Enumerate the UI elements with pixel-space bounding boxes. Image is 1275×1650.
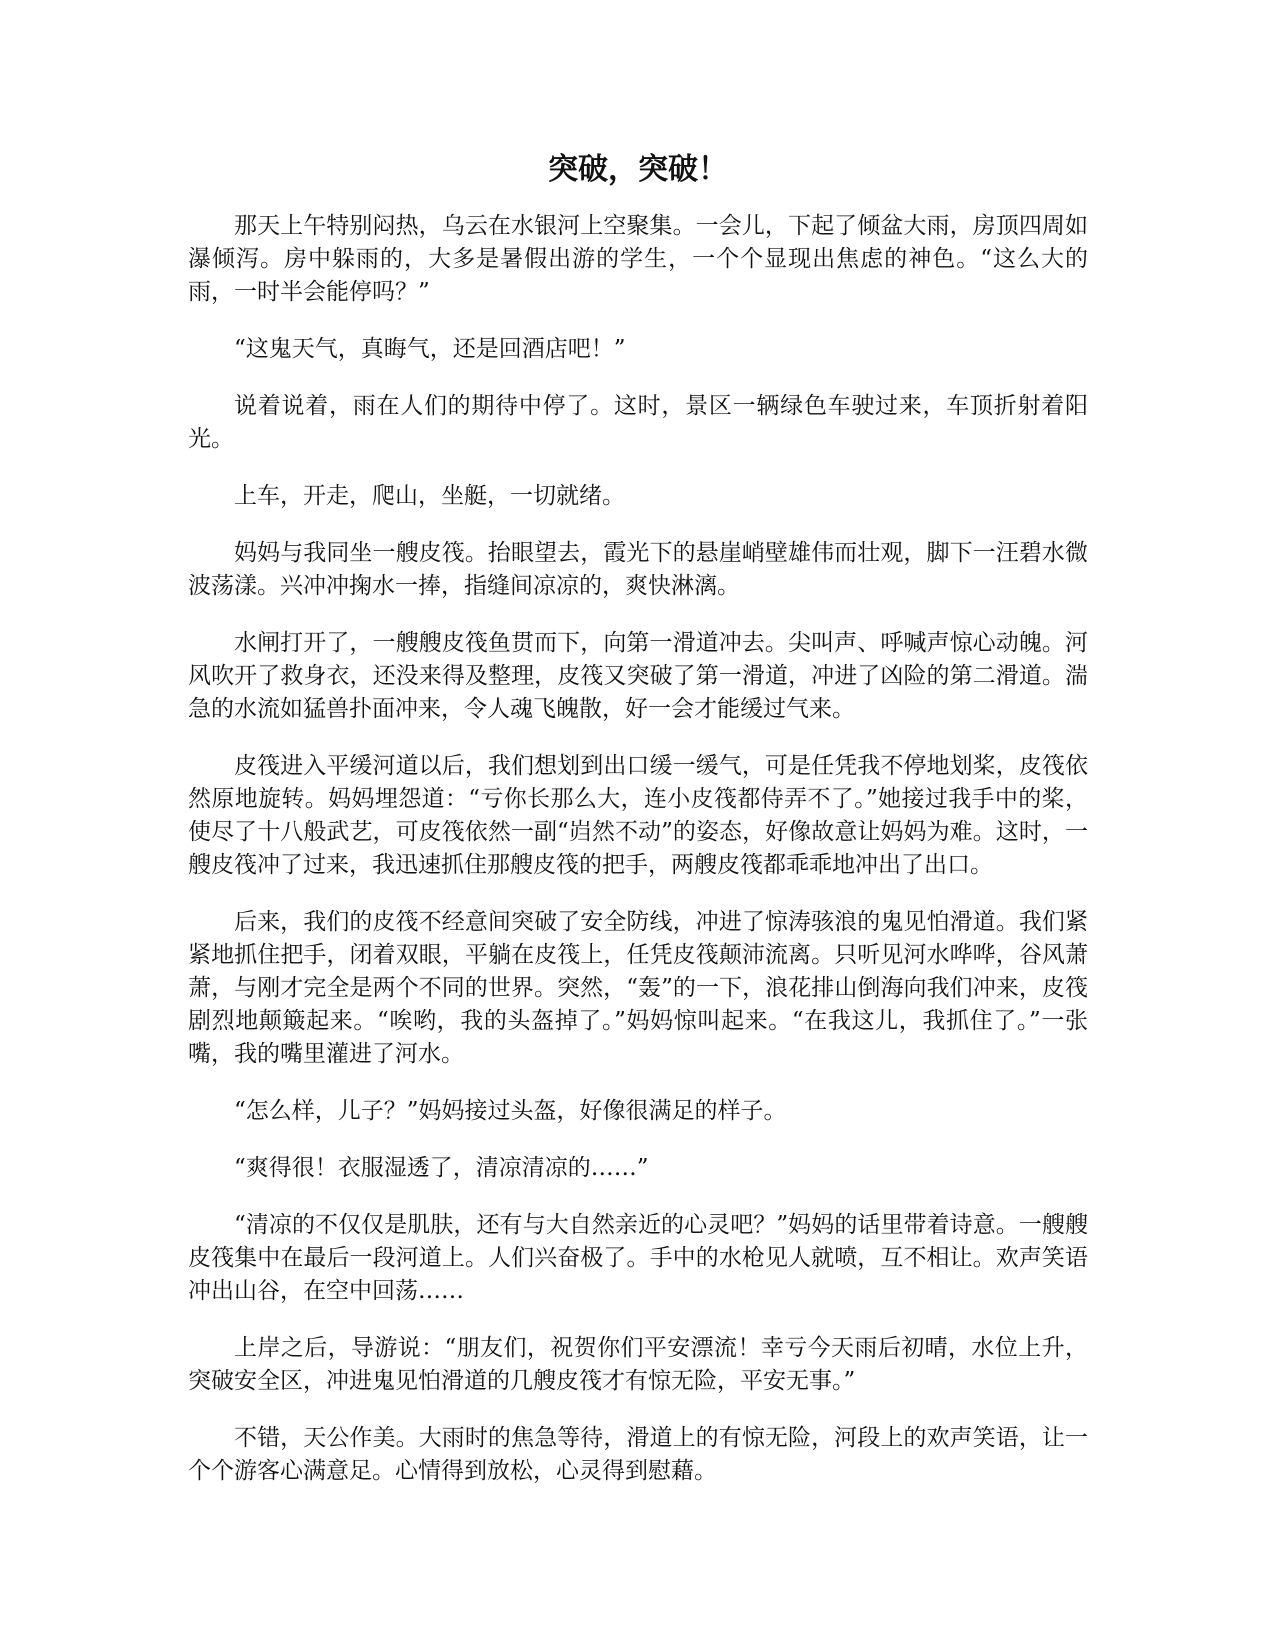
paragraph: 上岸之后，导游说：“朋友们，祝贺你们平安漂流！幸亏今天雨后初晴，水位上升，突破安全区，冲进鬼见怕滑道的几艘皮筏才有惊无险，平安无事。” bbox=[188, 1335, 1088, 1394]
paragraph: 后来，我们的皮筏不经意间突破了安全防线，冲进了惊涛骇浪的鬼见怕滑道。我们紧紧地抓住把手，闭着双眼，平躺在皮筏上，任凭皮筏颠沛流离。只听见河水哗哗，谷风萧萧，与刚才完全是两个不同的世界。突然，“轰”的一下，浪花排山倒海向我们冲来，皮筏剧烈地颠簸起来。“唉哟，我的头盔掉了。”妈妈惊叫起来。“在我这儿，我抓住了。”一张嘴，我的嘴里灌进了河水。 bbox=[188, 909, 1088, 1067]
paragraph: 说着说着，雨在人们的期待中停了。这时，景区一辆绿色车驶过来，车顶折射着阳光。 bbox=[188, 393, 1088, 452]
paragraph: “爽得很！衣服湿透了，清凉清凉的……” bbox=[234, 1155, 649, 1181]
paragraph: “怎么样，儿子？”妈妈接过头盔，好像很满足的样子。 bbox=[234, 1098, 787, 1124]
paragraph: 上车，开走，爬山，坐艇，一切就绪。 bbox=[234, 483, 625, 509]
paragraph: 妈妈与我同坐一艘皮筏。抬眼望去，霞光下的悬崖峭壁雄伟而壮观，脚下一汪碧水微波荡漾。兴冲冲掬水一捧，指缝间凉凉的，爽快淋漓。 bbox=[188, 540, 1088, 599]
paragraph: “清凉的不仅仅是肌肤，还有与大自然亲近的心灵吧？”妈妈的话里带着诗意。一艘艘皮筏集中在最后一段河道上。人们兴奋极了。手中的水枪见人就喷，互不相让。欢声笑语冲出山谷，在空中回荡…… bbox=[188, 1212, 1088, 1304]
page-title: 突破，突破！ bbox=[548, 152, 728, 187]
document-body bbox=[188, 150, 1088, 1512]
paragraph: “这鬼天气，真晦气，还是回酒店吧！” bbox=[234, 336, 626, 362]
paragraph: 水闸打开了，一艘艘皮筏鱼贯而下，向第一滑道冲去。尖叫声、呼喊声惊心动魄。河风吹开了救身衣，还没来得及整理，皮筏又突破了第一滑道，冲进了凶险的第二滑道。湍急的水流如猛兽扑面冲来，令人魂飞魄散，好一会才能缓过气来。 bbox=[188, 630, 1088, 722]
paragraph: 那天上午特别闷热，乌云在水银河上空聚集。一会儿，下起了倾盆大雨，房顶四周如瀑倾泻。房中躲雨的，大多是暑假出游的学生，一个个显现出焦虑的神色。“这么大的雨，一时半会能停吗？” bbox=[188, 213, 1088, 305]
paragraph: 皮筏进入平缓河道以后，我们想划到出口缓一缓气，可是任凭我不停地划桨，皮筏依然原地旋转。妈妈埋怨道：“亏你长那么大，连小皮筏都侍弄不了。”她接过我手中的桨，使尽了十八般武艺，可皮筏依然一副“岿然不动”的姿态，好像故意让妈妈为难。这时，一艘皮筏冲了过来，我迅速抓住那艘皮筏的把手，两艘皮筏都乖乖地冲出了出口。 bbox=[188, 753, 1088, 878]
paragraph: 不错，天公作美。大雨时的焦急等待，滑道上的有惊无险，河段上的欢声笑语，让一个个游客心满意足。心情得到放松，心灵得到慰藉。 bbox=[188, 1425, 1088, 1484]
